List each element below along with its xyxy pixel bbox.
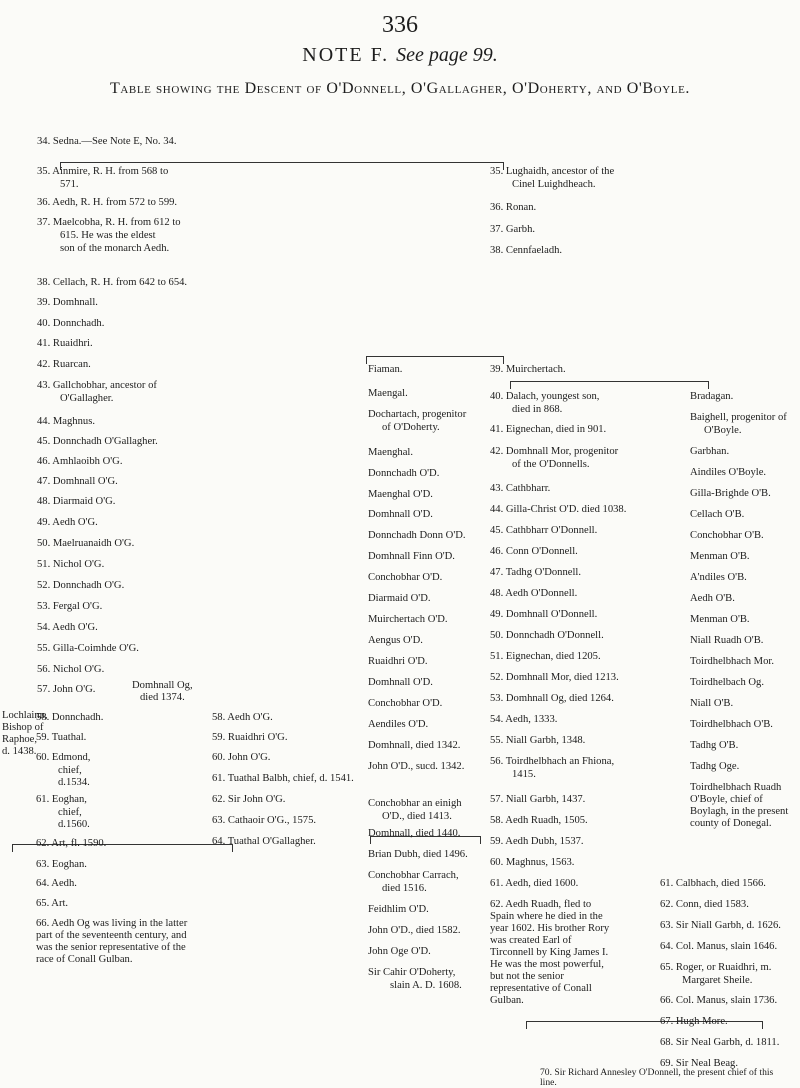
branch-line — [762, 1021, 763, 1029]
page-number: 336 — [382, 12, 418, 38]
entry-41: 41. Ruaidhri. — [37, 338, 93, 349]
entry-john-1582: John O'D., died 1582. — [368, 925, 461, 936]
entry-62: 62. Aedh Ruadh, fled to Spain where he died in the year 1602. His brother Rory was created Earl of Tirconnell by King James I. He was the most powerful, but not the senior representative of Conall Gulban. — [490, 899, 610, 1006]
entry-64: 64. Aedh. — [36, 878, 77, 889]
entry-60: 60. Maghnus, 1563. — [490, 857, 575, 868]
entry-60-cont: chief, — [58, 765, 82, 776]
entry-64: 64. Tuathal O'Gallagher. — [212, 836, 316, 847]
entry-51: 51. Eignechan, died 1205. — [490, 651, 601, 662]
entry-35-cont: Cinel Luighdheach. — [512, 179, 596, 190]
branch-line — [12, 844, 13, 852]
entry-maenghal: Maenghal. — [368, 447, 414, 458]
entry-john-oge: John Oge O'D. — [368, 946, 431, 957]
entry-tadhg-oge: Tadhg Oge. — [690, 761, 740, 772]
entry-maenghal-od: Maenghal O'D. — [368, 489, 433, 500]
entry-dochartach-cont: of O'Doherty. — [382, 422, 440, 433]
entry-donnchadh: Donnchadh O'D. — [368, 468, 440, 479]
entry-62: 62. Art, fl. 1590. — [36, 838, 107, 849]
branch-line-35 — [60, 162, 503, 163]
entry-43-cont: O'Gallagher. — [60, 393, 114, 404]
entry-domhnall-finn: Domhnall Finn O'D. — [368, 551, 455, 562]
entry-34: 34. Sedna.—See Note E, No. 34. — [37, 136, 177, 147]
entry-conchobhar-carrach: Conchobhar Carrach, — [368, 870, 459, 881]
entry-conchobhar-einigh-cont: O'D., died 1413. — [382, 811, 452, 822]
entry-53: 53. Domhnall Og, died 1264. — [490, 693, 614, 704]
entry-69: 69. Sir Neal Beag. — [660, 1058, 738, 1069]
branch-line — [366, 356, 367, 364]
entry-niall: Niall O'B. — [690, 698, 734, 709]
entry-maengal: Maengal. — [368, 388, 408, 399]
entry-52: 52. Donnchadh O'G. — [37, 580, 125, 591]
entry-gilla-brighde: Gilla-Brighde O'B. — [690, 488, 771, 499]
lochlainn-line: d. 1438. — [2, 746, 37, 757]
entry-feidhlim: Feidhlim O'D. — [368, 904, 429, 915]
entry-bradagan: Bradagan. — [690, 391, 734, 402]
branch-line — [708, 381, 709, 389]
entry-toirdhelbach-og: Toirdhelbach Og. — [690, 677, 764, 688]
entry-40-cont: died in 868. — [512, 404, 563, 415]
entry-53: 53. Fergal O'G. — [37, 601, 103, 612]
entry-36: 36. Aedh, R. H. from 572 to 599. — [37, 197, 178, 208]
branch-line — [510, 381, 511, 389]
branch-line — [480, 836, 481, 844]
branch-line-39 — [510, 381, 708, 382]
entry-46: 46. Amhlaoibh O'G. — [37, 456, 123, 467]
entry-john-1342: John O'D., sucd. 1342. — [368, 761, 465, 772]
entry-tadhg: Tadhg O'B. — [690, 740, 739, 751]
entry-70: 70. Sir Richard Annesley O'Donnell, the present chief of this line. — [540, 1067, 774, 1088]
entry-sir-cahir-cont: slain A. D. 1608. — [390, 980, 462, 991]
entry-40: 40. Donnchadh. — [37, 318, 105, 329]
entry-61: 61. Aedh, died 1600. — [490, 878, 579, 889]
entry-66: 66. Col. Manus, slain 1736. — [660, 995, 778, 1006]
entry-38: 38. Cellach, R. H. from 642 to 654. — [37, 277, 188, 288]
branch-line — [503, 356, 504, 364]
entry-menman-2: Menman O'B. — [690, 614, 750, 625]
entry-aindiles-2: A'ndiles O'B. — [690, 572, 747, 583]
entry-aedh: Aedh O'B. — [690, 593, 735, 604]
note-heading-line — [0, 44, 800, 67]
entry-diarmaid: Diarmaid O'D. — [368, 593, 431, 604]
entry-45: 45. Cathbharr O'Donnell. — [490, 525, 598, 536]
note-heading: NOTE F. — [302, 44, 390, 66]
entry-63: 63. Sir Niall Garbh, d. 1626. — [660, 920, 781, 931]
entry-49: 49. Aedh O'G. — [37, 517, 98, 528]
entry-35: 35. Ainmire, R. H. from 568 to — [37, 166, 169, 177]
entry-47: 47. Domhnall O'G. — [37, 476, 118, 487]
entry-garbhan: Garbhan. — [690, 446, 730, 457]
entry-54: 54. Aedh O'G. — [37, 622, 98, 633]
entry-sir-cahir: Sir Cahir O'Doherty, — [368, 967, 456, 978]
entry-dochartach: Dochartach, progenitor — [368, 409, 467, 420]
entry-42-cont: of the O'Donnells. — [512, 459, 590, 470]
entry-56: 56. Nichol O'G. — [37, 664, 105, 675]
entry-63: 63. Eoghan. — [36, 859, 87, 870]
entry-39: 39. Muirchertach. — [490, 364, 566, 375]
entry-brian-dubh: Brian Dubh, died 1496. — [368, 849, 468, 860]
entry-toirdhelbhach: Toirdhelbhach O'B. — [690, 719, 773, 730]
entry-toirdhelbhach-ruadh: Toirdhelbhach Ruadh O'Boyle, chief of Boylagh, in the present county of Donegal. — [690, 782, 789, 829]
entry-63: 63. Cathaoir O'G., 1575. — [212, 815, 317, 826]
entry-fiaman: Fiaman. — [368, 364, 403, 375]
entry-56: 56. Toirdhelbhach an Fhiona, — [490, 756, 615, 767]
entry-62: 62. Conn, died 1583. — [660, 899, 749, 910]
entry-36: 36. Ronan. — [490, 202, 537, 213]
entry-baighell: Baighell, progenitor of — [690, 412, 787, 423]
lochlainn-line: Bishop of — [2, 722, 44, 733]
entry-44: 44. Gilla-Christ O'D. died 1038. — [490, 504, 627, 515]
table-title: Table showing the Descent of O'Donnell, O'Gallagher, O'Doherty, and O'Boyle. — [109, 80, 691, 97]
entry-37-cont: 615. He was the eldest — [60, 230, 156, 241]
entry-46: 46. Conn O'Donnell. — [490, 546, 578, 557]
entry-64: 64. Col. Manus, slain 1646. — [660, 941, 778, 952]
entry-domhnall: Domhnall O'D. — [368, 509, 433, 520]
entry-61: 61. Eoghan, — [36, 794, 87, 805]
entry-aindiles: Aindiles O'Boyle. — [690, 467, 767, 478]
entry-65: 65. Roger, or Ruaidhri, m. — [660, 962, 772, 973]
entry-58: 58. Donnchadh. — [36, 712, 104, 723]
entry-40: 40. Dalach, youngest son, — [490, 391, 600, 402]
entry-68: 68. Sir Neal Garbh, d. 1811. — [660, 1037, 780, 1048]
entry-domhnall-1440: Domhnall, died 1440. — [368, 828, 461, 839]
entry-aengus: Aengus O'D. — [368, 635, 423, 646]
entry-aendiles: Aendiles O'D. — [368, 719, 429, 730]
entry-menman: Menman O'B. — [690, 551, 750, 562]
entry-51: 51. Nichol O'G. — [37, 559, 105, 570]
entry-59: 59. Ruaidhri O'G. — [212, 732, 288, 743]
entry-60-cont: d.1534. — [58, 777, 90, 788]
entry-conchobhar-einigh: Conchobhar an einigh — [368, 798, 462, 809]
entry-55: 55. Niall Garbh, 1348. — [490, 735, 586, 746]
lochlainn-line: Raphoe, — [2, 734, 38, 745]
entry-61-cont: d.1560. — [58, 819, 90, 830]
branch-line — [526, 1021, 527, 1029]
entry-61-cont: chief, — [58, 807, 82, 818]
entry-59: 59. Aedh Dubh, 1537. — [490, 836, 584, 847]
entry-domhnall-1342: Domhnall, died 1342. — [368, 740, 461, 751]
entry-conchobhar: Conchobhar O'B. — [690, 530, 764, 541]
entry-66: 66. Aedh Og was living in the latter part of the seventeenth century, and was the senior representative of the race of Conall Gulban. — [36, 918, 188, 965]
entry-41: 41. Eignechan, died in 901. — [490, 424, 607, 435]
entry-47: 47. Tadhg O'Donnell. — [490, 567, 582, 578]
entry-35: 35. Lughaidh, ancestor of the — [490, 166, 615, 177]
entry-35-cont: 571. — [60, 179, 79, 190]
note-page-reference: See page 99. — [396, 44, 498, 66]
entry-44: 44. Maghnus. — [37, 416, 95, 427]
entry-59: 59. Tuathal. — [36, 732, 87, 743]
entry-50: 50. Maelruanaidh O'G. — [37, 538, 135, 549]
entry-49: 49. Domhnall O'Donnell. — [490, 609, 598, 620]
entry-48: 48. Diarmaid O'G. — [37, 496, 116, 507]
entry-65-cont: Margaret Sheile. — [682, 975, 753, 986]
entry-37: 37. Maelcobha, R. H. from 612 to — [37, 217, 181, 228]
entry-ruaidhri: Ruaidhri O'D. — [368, 656, 428, 667]
branch-line-38 — [366, 356, 504, 357]
entry-domhnall-og-cont: died 1374. — [140, 692, 185, 703]
entry-50: 50. Donnchadh O'Donnell. — [490, 630, 604, 641]
entry-conchobhar-2: Conchobhar O'D. — [368, 698, 443, 709]
entry-62: 62. Sir John O'G. — [212, 794, 286, 805]
entry-42: 42. Domhnall Mor, progenitor — [490, 446, 619, 457]
entry-37-cont: son of the monarch Aedh. — [60, 243, 170, 254]
lochlainn-name: Lochlainn, — [2, 710, 48, 721]
entry-baighell-cont: O'Boyle. — [704, 425, 742, 436]
entry-54: 54. Aedh, 1333. — [490, 714, 558, 725]
entry-conchobhar: Conchobhar O'D. — [368, 572, 443, 583]
entry-toirdhelbhach-mor: Toirdhelbhach Mor. — [690, 656, 774, 667]
entry-57: 57. John O'G. — [37, 684, 96, 695]
entry-65: 65. Art. — [36, 898, 69, 909]
entry-conchobhar-carrach-cont: died 1516. — [382, 883, 427, 894]
entry-52: 52. Domhnall Mor, died 1213. — [490, 672, 619, 683]
entry-43: 43. Cathbharr. — [490, 483, 551, 494]
entry-38: 38. Cennfaeladh. — [490, 245, 563, 256]
entry-56-cont: 1415. — [512, 769, 536, 780]
entry-57: 57. Niall Garbh, 1437. — [490, 794, 586, 805]
entry-58: 58. Aedh Ruadh, 1505. — [490, 815, 588, 826]
entry-niall-ruadh: Niall Ruadh O'B. — [690, 635, 764, 646]
entry-61: 61. Calbhach, died 1566. — [660, 878, 766, 889]
entry-55: 55. Gilla-Coimhde O'G. — [37, 643, 139, 654]
entry-donnchadh-donn: Donnchadh Donn O'D. — [368, 530, 466, 541]
entry-domhnall-2: Domhnall O'D. — [368, 677, 433, 688]
entry-45: 45. Donnchadh O'Gallagher. — [37, 436, 158, 447]
entry-48: 48. Aedh O'Donnell. — [490, 588, 578, 599]
entry-67: 67. Hugh More. — [660, 1016, 728, 1027]
entry-cellach: Cellach O'B. — [690, 509, 745, 520]
entry-43: 43. Gallchobhar, ancestor of — [37, 380, 157, 391]
entry-domhnall-og: Domhnall Og, — [132, 680, 193, 691]
entry-61: 61. Tuathal Balbh, chief, d. 1541. — [212, 773, 354, 784]
entry-60: 60. Edmond, — [36, 752, 91, 763]
entry-58: 58. Aedh O'G. — [212, 712, 273, 723]
entry-60: 60. John O'G. — [212, 752, 271, 763]
entry-muirchertach: Muirchertach O'D. — [368, 614, 448, 625]
entry-39: 39. Domhnall. — [37, 297, 98, 308]
entry-37: 37. Garbh. — [490, 224, 536, 235]
entry-42: 42. Ruarcan. — [37, 359, 91, 370]
